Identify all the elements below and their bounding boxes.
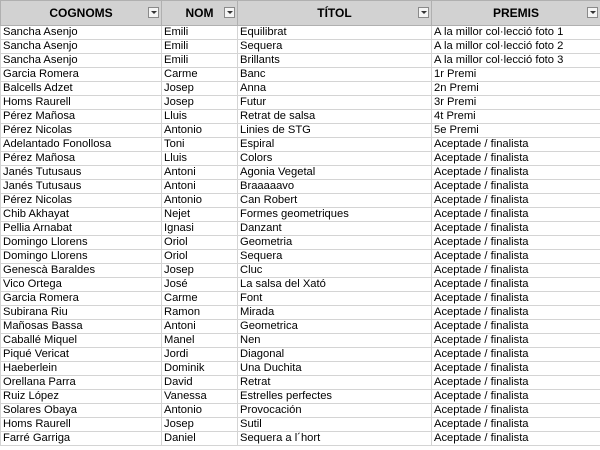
cell-premis[interactable]: Aceptade / finalista (432, 292, 600, 306)
cell-cognoms[interactable]: Vico Ortega (1, 278, 162, 292)
cell-premis[interactable]: Aceptade / finalista (432, 390, 600, 404)
cell-titol[interactable]: Futur (238, 96, 432, 110)
cell-titol[interactable]: Can Robert (238, 194, 432, 208)
cell-cognoms[interactable]: Piqué Vericat (1, 348, 162, 362)
cell-titol[interactable]: Mirada (238, 306, 432, 320)
cell-nom[interactable]: Antonio (162, 124, 238, 138)
header-row (1, 1, 600, 26)
table-row (1, 82, 600, 96)
filter-dropdown-icon[interactable] (148, 7, 159, 18)
cell-premis[interactable]: 1r Premi (432, 68, 600, 82)
cell-cognoms[interactable]: Homs Raurell (1, 96, 162, 110)
cell-titol[interactable]: Colors (238, 152, 432, 166)
cell-cognoms[interactable]: Farré Garriga (1, 432, 162, 446)
cell-titol[interactable]: Diagonal (238, 348, 432, 362)
cell-titol[interactable]: Cluc (238, 264, 432, 278)
cell-nom[interactable]: Antonio (162, 194, 238, 208)
table-row (1, 96, 600, 110)
cell-titol[interactable]: Banc (238, 68, 432, 82)
cell-titol[interactable]: Geometria (238, 236, 432, 250)
table-body (1, 26, 600, 446)
header-titol[interactable] (238, 1, 432, 26)
cell-titol[interactable]: Formes geometriques (238, 208, 432, 222)
cell-cognoms[interactable]: Chib Akhayat (1, 208, 162, 222)
cell-nom[interactable]: Carme (162, 292, 238, 306)
cell-nom[interactable]: Nejet (162, 208, 238, 222)
cell-premis[interactable]: Aceptade / finalista (432, 152, 600, 166)
cell-titol[interactable]: Retrat (238, 376, 432, 390)
cell-nom[interactable]: Josep (162, 418, 238, 432)
cell-premis[interactable]: Aceptade / finalista (432, 320, 600, 334)
cell-cognoms[interactable]: Haeberlein (1, 362, 162, 376)
cell-premis[interactable]: 5e Premi (432, 124, 600, 138)
cell-premis[interactable]: Aceptade / finalista (432, 418, 600, 432)
cell-premis[interactable]: Aceptade / finalista (432, 334, 600, 348)
cell-cognoms[interactable]: Mañosas Bassa (1, 320, 162, 334)
cell-cognoms[interactable]: Caballé Miquel (1, 334, 162, 348)
cell-cognoms[interactable]: Janés Tutusaus (1, 166, 162, 180)
cell-nom[interactable]: Dominik (162, 362, 238, 376)
cell-nom[interactable]: Manel (162, 334, 238, 348)
cell-nom[interactable]: Antoni (162, 166, 238, 180)
cell-titol[interactable]: Danzant (238, 222, 432, 236)
table-row (1, 432, 600, 446)
cell-premis[interactable]: Aceptade / finalista (432, 180, 600, 194)
cell-titol[interactable]: Braaaaavo (238, 180, 432, 194)
table-row (1, 236, 600, 250)
cell-premis[interactable]: 4t Premi (432, 110, 600, 124)
table-row (1, 110, 600, 124)
cell-cognoms[interactable]: Domingo Llorens (1, 236, 162, 250)
cell-nom[interactable]: Ignasi (162, 222, 238, 236)
cell-premis[interactable]: 2n Premi (432, 82, 600, 96)
table-row (1, 334, 600, 348)
cell-titol[interactable]: Estrelles perfectes (238, 390, 432, 404)
cell-cognoms[interactable]: Homs Raurell (1, 418, 162, 432)
cell-premis[interactable]: Aceptade / finalista (432, 348, 600, 362)
cell-nom[interactable]: Emili (162, 26, 238, 40)
cell-titol[interactable]: La salsa del Xató (238, 278, 432, 292)
cell-cognoms[interactable]: Subirana Riu (1, 306, 162, 320)
cell-titol[interactable]: Equilibrat (238, 26, 432, 40)
cell-nom[interactable]: David (162, 376, 238, 390)
cell-premis[interactable]: 3r Premi (432, 96, 600, 110)
cell-premis[interactable]: Aceptade / finalista (432, 362, 600, 376)
cell-nom[interactable]: Josep (162, 82, 238, 96)
table-row (1, 54, 600, 68)
table-row (1, 194, 600, 208)
cell-titol[interactable]: Una Duchita (238, 362, 432, 376)
filter-dropdown-icon[interactable] (587, 7, 598, 18)
cell-nom[interactable]: Antoni (162, 320, 238, 334)
table-row (1, 180, 600, 194)
cell-nom[interactable]: Josep (162, 96, 238, 110)
cell-cognoms[interactable]: Pérez Mañosa (1, 152, 162, 166)
cell-titol[interactable]: Sutil (238, 418, 432, 432)
cell-cognoms[interactable]: Domingo Llorens (1, 250, 162, 264)
cell-titol[interactable]: Linies de STG (238, 124, 432, 138)
cell-cognoms[interactable]: Sancha Asenjo (1, 54, 162, 68)
header-label: NOM (185, 6, 214, 20)
cell-nom[interactable]: Carme (162, 68, 238, 82)
table-row (1, 348, 600, 362)
table-row (1, 390, 600, 404)
cell-titol[interactable]: Espiral (238, 138, 432, 152)
table-row (1, 222, 600, 236)
cell-cognoms[interactable]: Balcells Adzet (1, 82, 162, 96)
cell-nom[interactable]: Oriol (162, 250, 238, 264)
header-label: COGNOMS (49, 6, 113, 20)
cell-cognoms[interactable]: Pellia Arnabat (1, 222, 162, 236)
cell-nom[interactable]: Daniel (162, 432, 238, 446)
table-row (1, 124, 600, 138)
cell-titol[interactable]: Brillants (238, 54, 432, 68)
cell-nom[interactable]: José (162, 278, 238, 292)
table-row (1, 26, 600, 40)
cell-nom[interactable]: Ramon (162, 306, 238, 320)
table-row (1, 68, 600, 82)
table-row (1, 404, 600, 418)
cell-premis[interactable]: A la millor col·lecció foto 1 (432, 26, 600, 40)
table-row (1, 306, 600, 320)
cell-cognoms[interactable]: Adelantado Fonollosa (1, 138, 162, 152)
table-row (1, 264, 600, 278)
cell-cognoms[interactable]: Garcia Romera (1, 68, 162, 82)
header-label: TÍTOL (317, 6, 352, 20)
cell-cognoms[interactable]: Orellana Parra (1, 376, 162, 390)
filter-dropdown-icon[interactable] (224, 7, 235, 18)
cell-cognoms[interactable]: Sancha Asenjo (1, 40, 162, 54)
cell-titol[interactable]: Sequera (238, 250, 432, 264)
table-row (1, 278, 600, 292)
cell-titol[interactable]: Provocación (238, 404, 432, 418)
header-label: PREMIS (492, 6, 539, 20)
cell-premis[interactable]: Aceptade / finalista (432, 404, 600, 418)
cell-nom[interactable]: Oriol (162, 236, 238, 250)
cell-nom[interactable]: Antonio (162, 404, 238, 418)
cell-titol[interactable]: Anna (238, 82, 432, 96)
cell-premis[interactable]: Aceptade / finalista (432, 166, 600, 180)
cell-cognoms[interactable]: Ruiz López (1, 390, 162, 404)
cell-titol[interactable]: Sequera (238, 40, 432, 54)
cell-nom[interactable]: Antoni (162, 180, 238, 194)
cell-titol[interactable]: Agonia Vegetal (238, 166, 432, 180)
cell-cognoms[interactable]: Garcia Romera (1, 292, 162, 306)
table-row (1, 292, 600, 306)
table-row (1, 418, 600, 432)
cell-premis[interactable]: Aceptade / finalista (432, 306, 600, 320)
cell-premis[interactable]: Aceptade / finalista (432, 278, 600, 292)
table-row (1, 362, 600, 376)
table-row (1, 250, 600, 264)
cell-premis[interactable]: Aceptade / finalista (432, 222, 600, 236)
header-premis[interactable] (432, 1, 600, 26)
cell-premis[interactable]: Aceptade / finalista (432, 208, 600, 222)
filter-dropdown-icon[interactable] (418, 7, 429, 18)
cell-nom[interactable]: Toni (162, 138, 238, 152)
table-row (1, 40, 600, 54)
cell-titol[interactable]: Font (238, 292, 432, 306)
table-row (1, 152, 600, 166)
cell-cognoms[interactable]: Pérez Nicolas (1, 194, 162, 208)
table-row (1, 138, 600, 152)
cell-cognoms[interactable]: Sancha Asenjo (1, 26, 162, 40)
cell-premis[interactable]: A la millor col·lecció foto 3 (432, 54, 600, 68)
cell-titol[interactable]: Retrat de salsa (238, 110, 432, 124)
cell-premis[interactable]: Aceptade / finalista (432, 138, 600, 152)
header-cognoms[interactable] (1, 1, 162, 26)
cell-premis[interactable]: Aceptade / finalista (432, 432, 600, 446)
cell-titol[interactable]: Nen (238, 334, 432, 348)
cell-premis[interactable]: Aceptade / finalista (432, 236, 600, 250)
cell-titol[interactable]: Geometrica (238, 320, 432, 334)
cell-cognoms[interactable]: Pérez Mañosa (1, 110, 162, 124)
cell-cognoms[interactable]: Genescà Baraldes (1, 264, 162, 278)
cell-cognoms[interactable]: Janés Tutusaus (1, 180, 162, 194)
cell-nom[interactable]: Lluis (162, 152, 238, 166)
cell-nom[interactable]: Jordi (162, 348, 238, 362)
cell-premis[interactable]: Aceptade / finalista (432, 194, 600, 208)
table-row (1, 208, 600, 222)
cell-titol[interactable]: Sequera a l´hort (238, 432, 432, 446)
table-row (1, 376, 600, 390)
cell-nom[interactable]: Emili (162, 40, 238, 54)
cell-cognoms[interactable]: Solares Obaya (1, 404, 162, 418)
table-row (1, 320, 600, 334)
cell-cognoms[interactable]: Pérez Nicolas (1, 124, 162, 138)
table-row (1, 166, 600, 180)
cell-nom[interactable]: Vanessa (162, 390, 238, 404)
header-nom[interactable] (162, 1, 238, 26)
cell-premis[interactable]: A la millor col·lecció foto 2 (432, 40, 600, 54)
cell-nom[interactable]: Emili (162, 54, 238, 68)
cell-nom[interactable]: Lluis (162, 110, 238, 124)
cell-nom[interactable]: Josep (162, 264, 238, 278)
cell-premis[interactable]: Aceptade / finalista (432, 376, 600, 390)
cell-premis[interactable]: Aceptade / finalista (432, 264, 600, 278)
cell-premis[interactable]: Aceptade / finalista (432, 250, 600, 264)
